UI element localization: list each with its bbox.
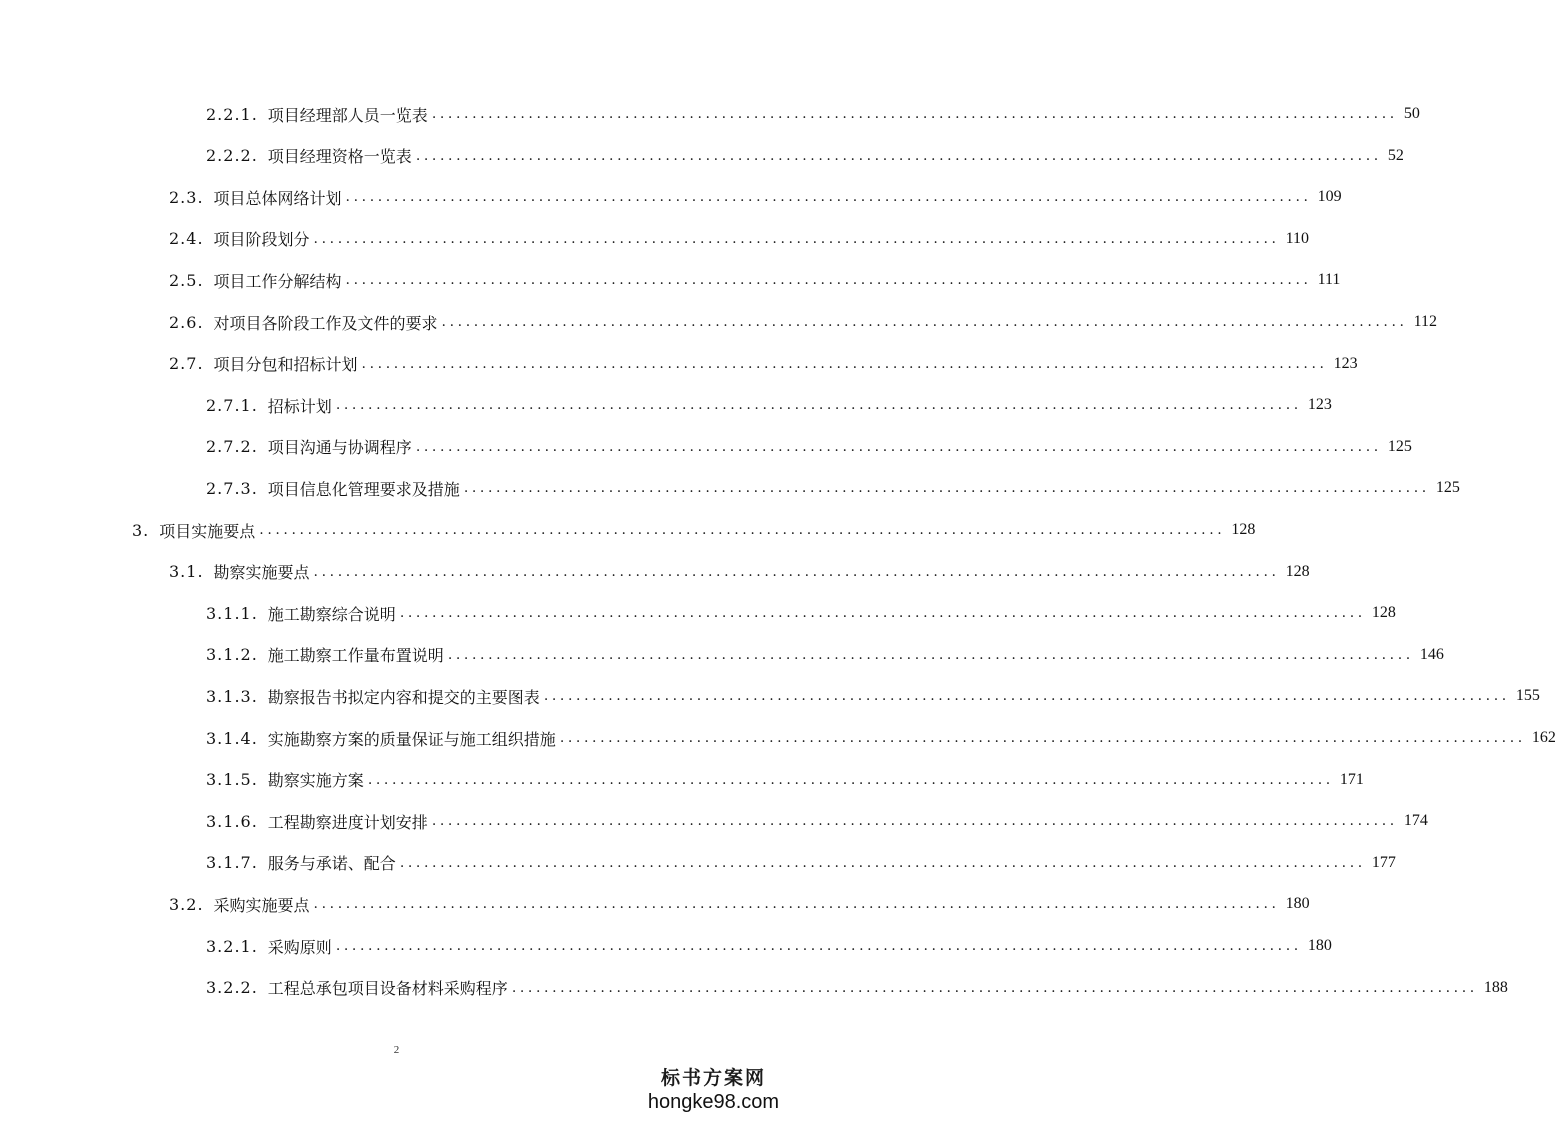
toc-entry-number: 3.1. [169, 562, 204, 582]
toc-entry-number: 3.1.7. [206, 853, 258, 873]
toc-entry[interactable] [206, 593, 1396, 633]
toc-entry-title: 项目工作分解结构 [213, 271, 342, 291]
toc-entry-title: 施工勘察综合说明 [267, 604, 396, 624]
toc-entry-page: 109 [1317, 188, 1342, 206]
toc-leader-dots: ........................................................................................................................ [415, 438, 1382, 455]
toc-entry-number: 2.3. [169, 187, 204, 207]
toc-entry-title: 项目阶段划分 [213, 230, 310, 250]
toc-entry-title: 招标计划 [267, 396, 332, 416]
toc-entry-title: 服务与承诺、配合 [267, 854, 396, 874]
toc-leader-dots: ........................................................................................................................ [361, 355, 1328, 372]
toc-leader-dots: ........................................................................................................................ [399, 854, 1366, 871]
toc-entry-number: 3. [132, 520, 150, 540]
toc-entry-number: 2.2.2. [206, 146, 258, 166]
toc-entry-title: 实施勘察方案的质量保证与施工组织措施 [267, 729, 556, 749]
toc-entry[interactable] [206, 718, 1556, 758]
toc-leader-dots: ........................................................................................................................ [431, 106, 1398, 122]
toc-entry[interactable] [206, 385, 1332, 425]
toc-entry-title: 项目经理资格一览表 [267, 147, 412, 167]
toc-entry-number: 3.1.2. [206, 645, 258, 665]
toc-entry-number: 2.6. [169, 312, 204, 332]
toc-entry-number: 3.2.2. [206, 978, 258, 998]
toc-entry[interactable] [206, 676, 1540, 716]
toc-entry-title: 勘察实施方案 [267, 771, 364, 791]
toc-entry[interactable] [206, 468, 1460, 508]
toc-entry-number: 2.4. [169, 229, 204, 249]
toc-entry-page: 112 [1413, 313, 1437, 330]
toc-entry-title: 项目总体网络计划 [213, 188, 342, 208]
toc-entry[interactable] [206, 760, 1364, 800]
toc-entry-title: 施工勘察工作量布置说明 [267, 646, 444, 666]
toc-entry-number: 3.1.5. [206, 770, 258, 790]
toc-entry-page: 177 [1371, 853, 1396, 871]
toc-entry-page: 125 [1435, 479, 1460, 497]
toc-entry-page: 174 [1403, 812, 1428, 830]
toc-entry[interactable] [206, 635, 1444, 675]
toc-leader-dots: ........................................................................................................................ [335, 397, 1302, 414]
toc-entry-page: 125 [1387, 437, 1412, 455]
toc-entry-number: 3.1.1. [206, 603, 258, 623]
toc-entry-number: 2.7. [169, 354, 204, 374]
toc-entry-page: 146 [1419, 645, 1444, 663]
watermark-title: 标书方案网 [660, 1068, 766, 1089]
watermark-url: hongke98.com [647, 1091, 780, 1113]
toc-entry-page: 50 [1403, 105, 1420, 122]
toc-entry-number: 2.5. [169, 270, 204, 290]
toc-leader-dots: ........................................................................................................................ [441, 314, 1408, 330]
toc-entry[interactable] [206, 843, 1396, 883]
toc-entry[interactable] [169, 177, 1342, 217]
toc-entry-number: 3.1.6. [206, 811, 258, 831]
toc-entry[interactable] [206, 136, 1404, 176]
toc-entry-page: 128 [1371, 604, 1396, 622]
toc-leader-dots: ........................................................................................................................ [463, 480, 1430, 497]
toc-entry[interactable] [206, 968, 1508, 1008]
toc-leader-dots: ........................................................................................................................ [259, 522, 1226, 538]
toc-entry-number: 3.2.1. [206, 936, 258, 956]
toc-entry[interactable] [169, 344, 1358, 384]
toc-leader-dots: ........................................................................................................................ [511, 979, 1478, 996]
toc-entry-title: 勘察实施要点 [213, 563, 310, 583]
toc-entry-page: 128 [1285, 562, 1310, 580]
toc-entry-page: 180 [1285, 895, 1310, 913]
toc-entry[interactable] [132, 510, 1256, 550]
toc-entry[interactable] [206, 427, 1412, 467]
toc-entry[interactable] [169, 219, 1309, 259]
toc-entry-page: 111 [1317, 271, 1341, 289]
toc-leader-dots: ........................................................................................................................ [367, 771, 1334, 788]
toc-entry-page: 162 [1531, 729, 1556, 746]
toc-leader-dots: ........................................................................................................................ [399, 605, 1366, 622]
toc-entry-title: 项目沟通与协调程序 [267, 438, 412, 458]
watermark-logo [646, 1068, 781, 1114]
toc-entry[interactable] [206, 926, 1332, 966]
toc-entry-page: 171 [1339, 770, 1364, 788]
toc-entry-page: 155 [1515, 687, 1540, 705]
toc-entry-title: 工程勘察进度计划安排 [267, 812, 428, 832]
toc-entry-title: 采购原则 [267, 937, 332, 957]
toc-entry[interactable] [169, 260, 1341, 300]
toc-leader-dots: ........................................................................................................................ [559, 730, 1526, 746]
toc-entry-title: 工程总承包项目设备材料采购程序 [267, 979, 508, 999]
toc-leader-dots: ........................................................................................................................ [313, 563, 1280, 580]
toc-entry-title: 采购实施要点 [213, 895, 310, 915]
toc-leader-dots: ........................................................................................................................ [313, 230, 1280, 247]
toc-entry-title: 对项目各阶段工作及文件的要求 [213, 313, 438, 333]
toc-leader-dots: ........................................................................................................................ [415, 147, 1382, 164]
toc-leader-dots: ........................................................................................................................ [447, 646, 1414, 663]
toc-entry-number: 3.1.3. [206, 686, 258, 706]
toc-entry-page: 128 [1231, 521, 1256, 538]
toc-entry-page: 188 [1483, 978, 1508, 996]
toc-entry-page: 52 [1387, 146, 1404, 164]
toc-entry[interactable] [169, 552, 1310, 592]
toc-entry-title: 项目实施要点 [159, 521, 256, 541]
toc-entry-title: 勘察报告书拟定内容和提交的主要图表 [267, 687, 540, 707]
toc-leader-dots: ........................................................................................................................ [345, 272, 1312, 289]
toc-entry-number: 2.7.1. [206, 395, 258, 415]
toc-entry[interactable] [169, 302, 1437, 342]
toc-entry[interactable] [206, 801, 1428, 841]
toc-entry-title: 项目经理部人员一览表 [267, 105, 428, 125]
toc-entry-number: 2.7.3. [206, 478, 258, 498]
toc-leader-dots: ........................................................................................................................ [431, 813, 1398, 830]
toc-entry-number: 2.2.1. [206, 104, 258, 124]
toc-entry-page: 110 [1285, 229, 1309, 247]
toc-entry-number: 3.1.4. [206, 728, 258, 748]
toc-entry-title: 项目分包和招标计划 [213, 355, 358, 375]
toc-entry-number: 3.2. [169, 894, 204, 914]
toc-entry-number: 2.7.2. [206, 437, 258, 457]
toc-leader-dots: ........................................................................................................................ [335, 938, 1302, 954]
page-number: 2 [393, 1044, 400, 1056]
toc-entry[interactable] [206, 94, 1420, 134]
toc-entry-page: 123 [1307, 396, 1332, 414]
toc-leader-dots: ........................................................................................................................ [313, 896, 1280, 913]
toc-leader-dots: ........................................................................................................................ [543, 688, 1510, 705]
toc-entry-page: 180 [1307, 937, 1332, 954]
toc-entry-title: 项目信息化管理要求及措施 [267, 479, 460, 499]
toc-leader-dots: ........................................................................................................................ [345, 189, 1312, 206]
toc-entry[interactable] [169, 884, 1310, 924]
toc-entry-page: 123 [1333, 354, 1358, 372]
